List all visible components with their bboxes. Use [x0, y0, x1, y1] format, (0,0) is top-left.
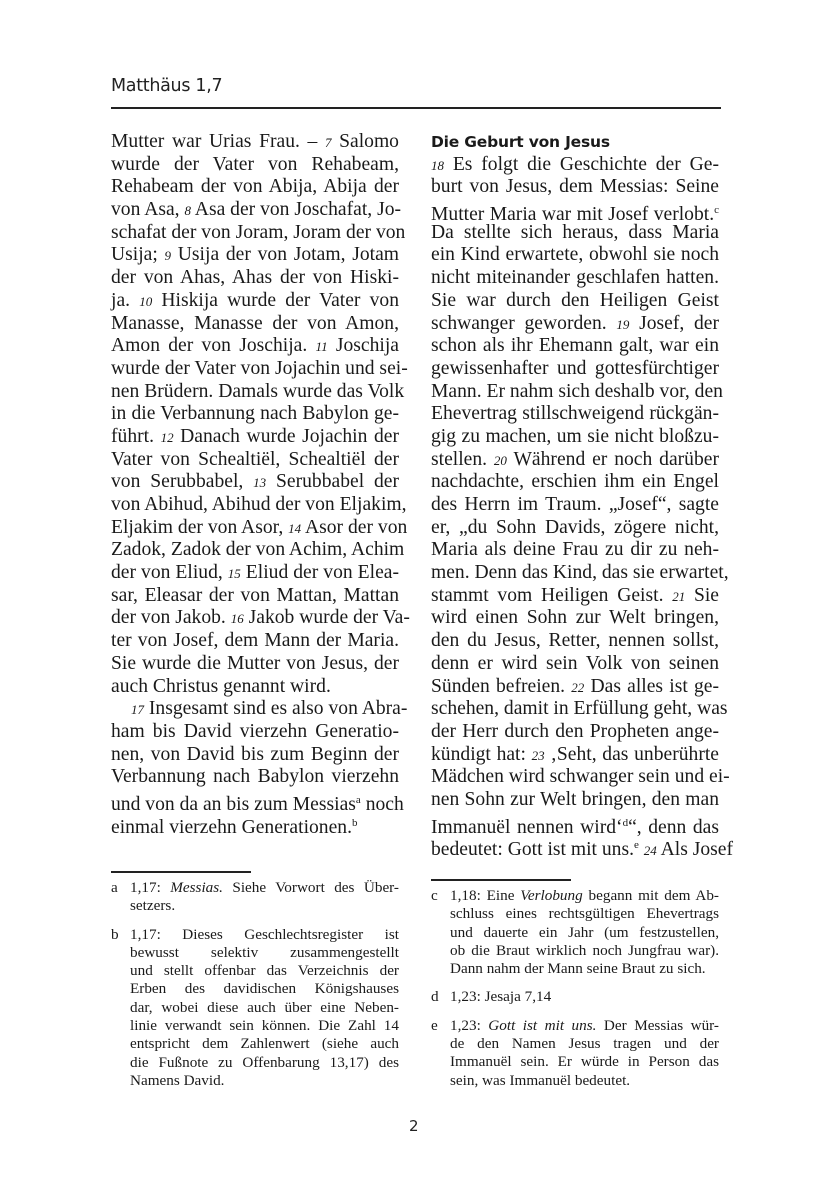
text-line — [111, 403, 399, 426]
verse-number: 16 — [230, 611, 244, 627]
text-run: nen, von David bis zum Beginn der — [111, 743, 399, 765]
verse-number: 18 — [431, 157, 444, 173]
footnote-b — [111, 926, 399, 1091]
text-run: die Fußnote zu Offenbarung 13,17) des — [130, 1053, 399, 1071]
text-run: 1,23: — [450, 1016, 489, 1034]
text-run: in die Verbannung nach Babylon ge- — [111, 403, 399, 425]
text-run: noch — [360, 793, 404, 815]
text-line — [431, 653, 719, 676]
text-run: führt. — [111, 425, 161, 447]
text-run: Insgesamt sind es also von Abra- — [144, 698, 408, 720]
text-run: Dann nahm der Mann seine Braut zu sich. — [450, 960, 706, 978]
footnote-e — [431, 1017, 719, 1090]
text-line — [431, 176, 719, 199]
text-run: Amon der von Joschija. — [111, 335, 316, 357]
footnote-line — [130, 1017, 399, 1035]
text-run: des Herrn im Traum. „Josef“, sagte — [431, 494, 719, 515]
text-run: ter von Josef, dem Mann der Maria. — [111, 630, 399, 652]
footnote-marker: e — [634, 839, 639, 852]
text-line — [431, 199, 719, 226]
footnote-line — [130, 980, 399, 998]
text-line — [431, 403, 719, 426]
verse-number: 23 — [531, 747, 545, 763]
footnote-letter: b — [111, 925, 119, 943]
text-run: Eliud der von Elea- — [240, 562, 399, 584]
verse-number: 15 — [227, 566, 241, 582]
text-line — [111, 698, 408, 721]
text-run: schehen, damit in Erfüllung geht, was — [431, 698, 728, 720]
text-line — [111, 131, 399, 154]
text-run: burt von Jesus, dem Messias: Seine — [431, 176, 719, 198]
verse-number: 8 — [184, 203, 191, 219]
footnote-line — [450, 1053, 719, 1071]
text-run: Sie — [685, 584, 719, 606]
text-line — [111, 539, 405, 562]
text-run: denn er wird sein Volk von seinen — [431, 652, 719, 674]
text-run: Mann. Er nahm sich deshalb vor, den — [431, 380, 723, 402]
text-line — [111, 335, 399, 358]
text-run: bewusst selektiv zusammengestellt — [130, 943, 399, 961]
text-run: gig zu machen, um sie nicht bloßzu- — [431, 425, 719, 447]
text-run: kündigt hat: — [431, 743, 532, 765]
footnote-rule-right — [431, 879, 571, 881]
footnote-line — [450, 960, 719, 978]
text-run: 1,18: Eine — [450, 887, 521, 904]
text-run: der von Eliud, — [111, 562, 228, 584]
text-run: stellen. — [431, 448, 494, 470]
text-line — [431, 494, 719, 517]
text-run: begann mit dem Ab- — [582, 887, 719, 904]
text-line — [111, 449, 399, 472]
text-run: setzers. — [130, 897, 176, 915]
text-line — [431, 698, 728, 721]
text-run: nachdachte, erschien ihm ein Engel — [431, 471, 719, 493]
footnote-line — [450, 924, 719, 942]
verse-number: 19 — [616, 316, 630, 332]
text-line — [431, 721, 719, 744]
verse-number: 11 — [315, 339, 328, 355]
footnote-rule-left — [111, 871, 251, 873]
footnote-marker: c — [714, 204, 719, 217]
text-line — [111, 585, 399, 608]
text-run: Usija; — [111, 244, 165, 266]
text-line — [431, 585, 719, 608]
text-run: Vater von Schealtiël, Schealtiël der — [111, 448, 399, 470]
footnote-line — [450, 1072, 719, 1090]
text-run: einmal vierzehn Generationen. — [111, 816, 352, 838]
footnote-line — [450, 905, 719, 923]
footnote-marker: b — [352, 816, 358, 829]
text-run: ob die Braut wirklich noch Jungfrau war). — [450, 941, 719, 959]
right-text-column — [431, 131, 733, 861]
text-run: Siehe Vorwort des Über- — [222, 879, 399, 896]
verse-number: 22 — [571, 679, 585, 695]
text-line — [111, 744, 399, 767]
text-run: linie verwandt sein können. Die Zahl 14 — [130, 1017, 399, 1035]
text-line — [431, 449, 719, 472]
footnote-line — [450, 887, 719, 905]
footnote-letter: e — [431, 1016, 438, 1034]
footnote-line — [450, 988, 719, 1006]
text-line — [431, 834, 733, 861]
text-line — [111, 494, 407, 517]
text-line — [111, 380, 405, 404]
text-run: Mädchen wird schwanger sein und ei- — [431, 766, 730, 788]
text-run: ham bis David vierzehn Generatio- — [111, 720, 399, 742]
text-line — [431, 358, 719, 381]
text-run: und dauerte ein Jahr (um festzustellen, — [450, 923, 719, 941]
italic-term: Gott ist mit uns. — [488, 1016, 597, 1034]
text-run: ja. — [111, 289, 140, 311]
text-run: und stellt offenbar das Verzeichnis der — [130, 962, 399, 980]
text-run: Immanuël sein. Er würde in Person das — [450, 1053, 719, 1071]
text-run: nen Sohn zur Welt bringen, den man — [431, 788, 719, 810]
text-run: Asa der von Joschafat, Jo- — [190, 199, 402, 221]
text-run: Salomo — [331, 131, 399, 152]
text-run: Sie war durch den Heiligen Geist — [431, 289, 719, 311]
text-line — [111, 357, 408, 381]
text-run: den du Jesus, Retter, nennen sollst, — [431, 630, 719, 652]
text-run: Zadok, Zadok der von Achim, Achim — [111, 539, 405, 561]
text-line — [431, 244, 719, 267]
italic-term: Verlobung — [520, 887, 583, 904]
text-line — [111, 516, 408, 540]
text-run: men. Denn das Kind, das sie erwartet, — [431, 562, 729, 584]
text-run: Jakob wurde der Va- — [243, 607, 410, 629]
running-header: Matthäus 1,7 — [111, 76, 223, 96]
left-text-column — [111, 131, 410, 838]
text-line — [111, 676, 399, 699]
footnote-line — [130, 897, 399, 915]
text-run: Rehabeam der von Abija, Abija der — [111, 176, 399, 198]
text-run: Asor der von — [301, 516, 408, 538]
text-line — [111, 426, 399, 449]
text-line — [111, 199, 402, 222]
text-line — [111, 154, 399, 177]
footnote-c — [431, 887, 719, 978]
footnote-letter: a — [111, 879, 118, 896]
text-line — [111, 313, 399, 336]
verse-number: 10 — [139, 293, 153, 309]
text-run: Verbannung nach Babylon vierzehn — [111, 766, 399, 788]
text-line — [431, 380, 723, 404]
text-run: wird einen Sohn zur Welt bringen, — [431, 607, 719, 629]
text-run: Als Josef — [656, 839, 733, 861]
text-run: Manasse, Manasse der von Amon, — [111, 312, 399, 334]
text-line — [431, 154, 719, 177]
text-line — [111, 267, 399, 290]
text-run: ‚Seht, das unberührte — [544, 743, 719, 765]
footnote-letter: d — [431, 988, 439, 1006]
footnote-marker: d — [622, 816, 629, 829]
text-line — [111, 607, 410, 630]
footnote-line — [130, 962, 399, 980]
text-run: de den Namen Jesus tragen und der — [450, 1035, 719, 1053]
text-run: bedeutet: Gott ist mit uns. — [431, 839, 634, 861]
text-run: Maria als deine Frau zu dir zu neh- — [431, 539, 719, 561]
text-line — [431, 471, 719, 494]
verse-number: 14 — [288, 520, 302, 536]
text-line — [111, 766, 399, 789]
text-run: dar, wobei diese auch über eine Neben- — [130, 998, 399, 1016]
text-line — [431, 267, 719, 290]
text-run: von Abihud, Abihud der von Eljakim, — [111, 494, 407, 515]
text-run: wurde der Vater von Jojachin und sei- — [111, 357, 408, 379]
text-run: schluss eines rechtsgültigen Ehevertrags — [450, 905, 719, 923]
text-line — [111, 653, 399, 676]
footnote-marker: a — [355, 793, 361, 806]
text-line — [431, 539, 719, 562]
text-line — [431, 313, 719, 336]
text-line — [111, 471, 399, 494]
text-run: der von Jakob. — [111, 607, 231, 629]
text-run: nen Brüdern. Damals wurde das Volk — [111, 380, 405, 402]
text-run: 1,17: Dieses Geschlechtsregister ist — [130, 925, 399, 943]
text-run: Der Messias wür- — [596, 1016, 719, 1034]
text-line — [431, 812, 719, 838]
footnote-line — [130, 1054, 399, 1072]
verse-number: 12 — [160, 429, 174, 445]
text-run: ein Kind erwartete, obwohl sie noch — [431, 244, 719, 266]
footnote-letter: c — [431, 887, 438, 904]
text-line — [111, 721, 399, 744]
footnote-line — [450, 1035, 719, 1053]
text-run: Sie wurde die Mutter von Jesus, der — [111, 652, 399, 674]
verse-number: 24 — [643, 843, 657, 859]
footnotes-right — [431, 887, 719, 1100]
footnote-line — [130, 944, 399, 962]
text-run: Ehevertrag stillschweigend rückgän- — [431, 403, 719, 425]
text-run: 1,23: Jesaja 7,14 — [450, 988, 552, 1006]
footnote-line — [450, 942, 719, 960]
text-line — [431, 222, 719, 245]
verse-number: 13 — [253, 475, 267, 491]
text-run: Erben des davidischen Königshauses — [130, 980, 399, 998]
text-run: Mutter Maria war mit Josef verlobt. — [431, 204, 715, 226]
text-line — [111, 812, 399, 838]
text-line — [111, 562, 399, 585]
text-run: sein, was Immanuël bedeutet. — [450, 1071, 631, 1089]
text-run: nicht miteinander geschlafen hatten. — [431, 267, 719, 289]
text-run: wurde der Vater von Rehabeam, — [111, 153, 399, 175]
text-run: Das alles ist ge- — [584, 675, 719, 697]
verse-number: 17 — [131, 702, 144, 718]
text-run: Usija der von Jotam, Jotam — [171, 244, 400, 266]
text-run: schafat der von Joram, Joram der von — [111, 221, 406, 243]
text-run: Sünden befreien. — [431, 675, 572, 697]
footnote-line — [130, 926, 399, 944]
text-line — [431, 766, 730, 789]
text-line — [431, 607, 719, 630]
footnote-line — [130, 999, 399, 1017]
text-line — [431, 744, 719, 767]
text-run: schon als ihr Ehemann galt, war ein — [431, 335, 719, 357]
verse-number: 7 — [324, 135, 332, 150]
page-number: 2 — [409, 1117, 419, 1135]
text-line — [431, 335, 719, 358]
text-run: Namens David. — [130, 1071, 225, 1089]
footnote-line — [450, 1017, 719, 1035]
text-run: stammt vom Heiligen Geist. — [431, 584, 673, 606]
text-run: “, denn das — [628, 816, 719, 838]
verse-number: 9 — [164, 248, 172, 264]
text-line — [431, 676, 719, 699]
text-run: entspricht dem Zahlenwert (siehe auch — [130, 1035, 399, 1053]
text-run: Joschija — [327, 335, 399, 357]
footnote-line — [130, 1072, 399, 1090]
text-line — [431, 789, 719, 812]
text-run: von Asa, — [111, 199, 185, 221]
text-run: Serubbabel der — [266, 471, 399, 493]
text-run: Eljakim der von Asor, — [111, 516, 289, 538]
text-line — [111, 290, 399, 313]
text-run: Hiskija wurde der Vater von — [152, 289, 400, 311]
footnote-d — [431, 988, 719, 1006]
text-run: gewissenhafter und gottesfürchtiger — [431, 357, 719, 379]
text-run: 1,17: — [130, 879, 171, 896]
text-run: der Herr durch den Propheten ange- — [431, 720, 719, 742]
text-run: Da stellte sich heraus, dass Maria — [431, 221, 719, 243]
text-line — [111, 221, 406, 245]
text-run: Immanuël nennen wird‘ — [431, 816, 623, 838]
header-rule — [111, 107, 721, 109]
text-run: auch Christus genannt wird. — [111, 675, 331, 697]
text-run: schwanger geworden. — [431, 312, 617, 334]
text-line — [431, 562, 729, 585]
text-run: Danach wurde Jojachin der — [173, 425, 399, 447]
italic-term: Messias. — [170, 879, 223, 896]
footnote-line — [130, 879, 399, 897]
text-line — [111, 630, 399, 653]
footnote-line — [130, 1035, 399, 1053]
text-run: sar, Eleasar der von Mattan, Mattan — [111, 584, 399, 606]
text-run: er, „du Sohn Davids, zögere nicht, — [431, 516, 719, 538]
text-line — [431, 290, 719, 313]
text-run: Während er noch darüber — [506, 448, 719, 470]
text-line — [111, 244, 399, 267]
footnote-a — [111, 879, 399, 916]
text-line — [431, 630, 719, 653]
text-run: Josef, der — [629, 312, 719, 334]
text-run: und von da an bis zum Messias — [111, 793, 356, 815]
text-run: von Serubbabel, — [111, 471, 254, 493]
text-line — [431, 517, 719, 540]
section-heading: Die Geburt von Jesus — [431, 133, 610, 151]
text-run: Es folgt die Geschichte der Ge- — [444, 153, 719, 175]
verse-number: 20 — [493, 452, 507, 468]
text-run: Mutter war Urias Frau. – — [111, 131, 325, 152]
text-line — [111, 176, 399, 199]
text-line — [111, 789, 404, 815]
verse-number: 21 — [672, 588, 686, 604]
footnotes-left — [111, 879, 399, 1100]
text-run: der von Ahas, Ahas der von Hiski- — [111, 267, 399, 289]
text-line — [431, 426, 719, 449]
